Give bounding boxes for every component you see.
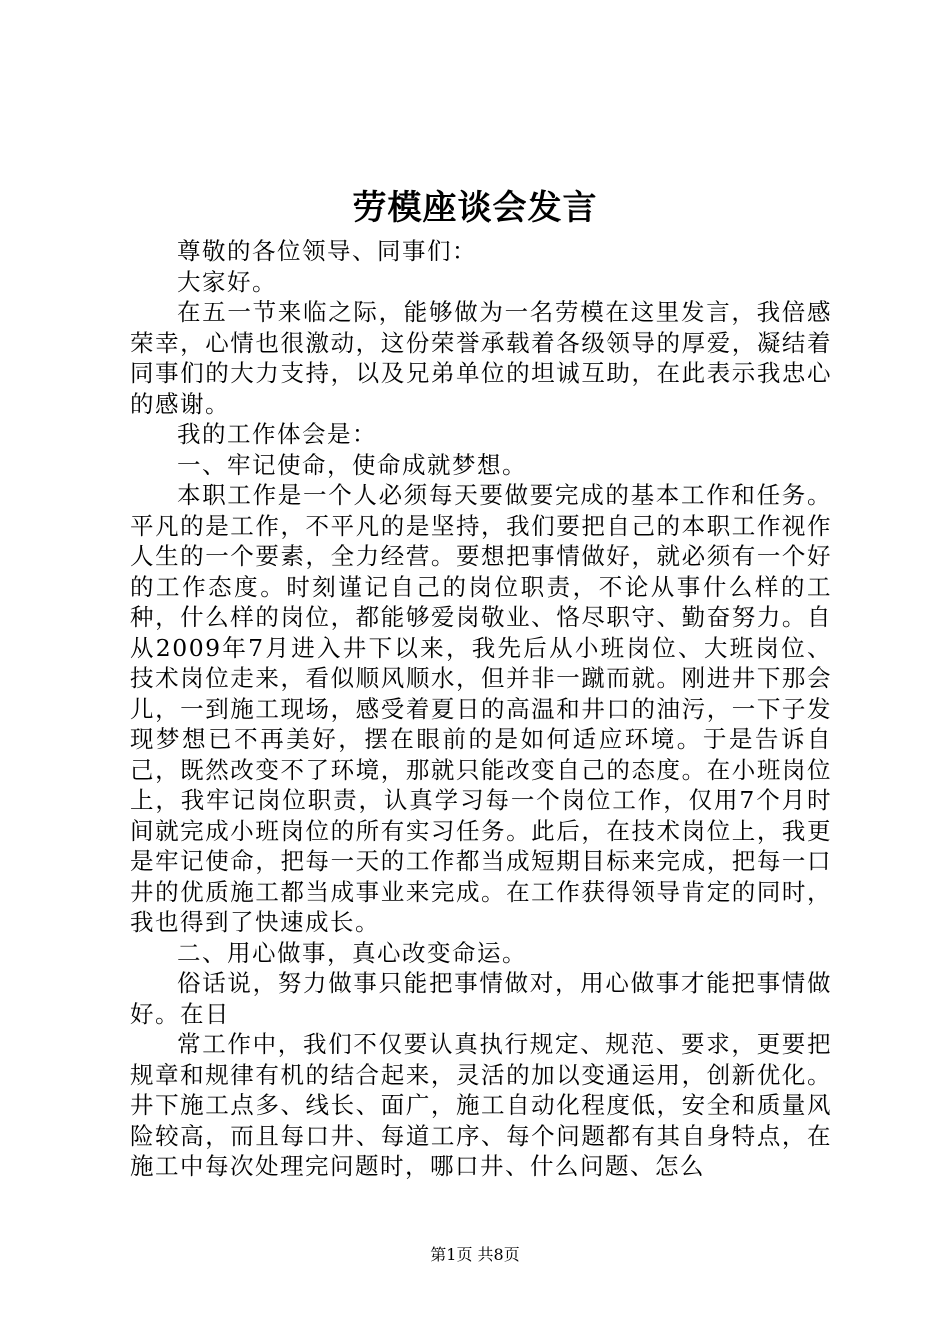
document-title: 劳模座谈会发言	[352, 188, 598, 228]
section-heading: 一、牢记使命，使命成就梦想。	[177, 450, 527, 479]
paragraph: 我的工作体会是：	[177, 420, 377, 448]
section-heading: 二、用心做事，真心改变命运。	[177, 938, 527, 967]
paragraph: 大家好。	[177, 267, 277, 296]
paragraph: 本职工作是一个人必须每天要做要完成的基本工作和任务。平凡的是工作，不平凡的是坚持，我们要把自己的本职工作视作人生的一个要素，全力经营。要想把事情做好，就必须有一个好的工作态度。时刻谨记自己的岗位职责，不论从事什么样的工种，什么样的岗位，都能够爱岗敬业、恪尽职守、勤奋努力。自从2009年7月进入井下以来，我先后从小班岗位、大班岗位、技术岗位走来，看似顺风顺水，但并非一蹴而就。刚进井下那会儿，一到施工现场，感受着夏日的高温和井口的油污，一下子发现梦想已不再美好，摆在眼前的是如何适应环境。于是告诉自己，既然改变不了环境，那就只能改变自己的态度。在小班岗位上，我牢记岗位职责，认真学习每一个岗位工作，仅用7个月时间就完成小班岗位的所有实习任务。此后，在技术岗位上，我更是牢记使命，把每一天的工作都当成短期目标来完成，把每一口井的优质施工都当成事业来完成。在工作获得领导肯定的同时，我也得到了快速成长。	[130, 481, 832, 936]
document-body	[130, 236, 832, 1182]
paragraph: 常工作中，我们不仅要认真执行规定、规范、要求，更要把规章和规律有机的结合起来，灵活的加以变通运用，创新优化。井下施工点多、线长、面广，施工自动化程度低，安全和质量风险较高，而且每口井、每道工序、每个问题都有其自身特点，在施工中每次处理完问题时，哪口井、什么问题、怎么	[130, 1030, 832, 1180]
paragraph: 在五一节来临之际，能够做为一名劳模在这里发言，我倍感荣幸，心情也很激动，这份荣誉承载着各级领导的厚爱，凝结着同事们的大力支持，以及兄弟单位的坦诚互助，在此表示我忠心的感谢。	[130, 298, 832, 418]
page-footer: 第1页 共8页	[430, 1245, 520, 1264]
paragraph: 俗话说，努力做事只能把事情做对，用心做事才能把事情做好。在日	[130, 969, 832, 1028]
paragraph: 尊敬的各位领导、同事们：	[177, 237, 477, 265]
